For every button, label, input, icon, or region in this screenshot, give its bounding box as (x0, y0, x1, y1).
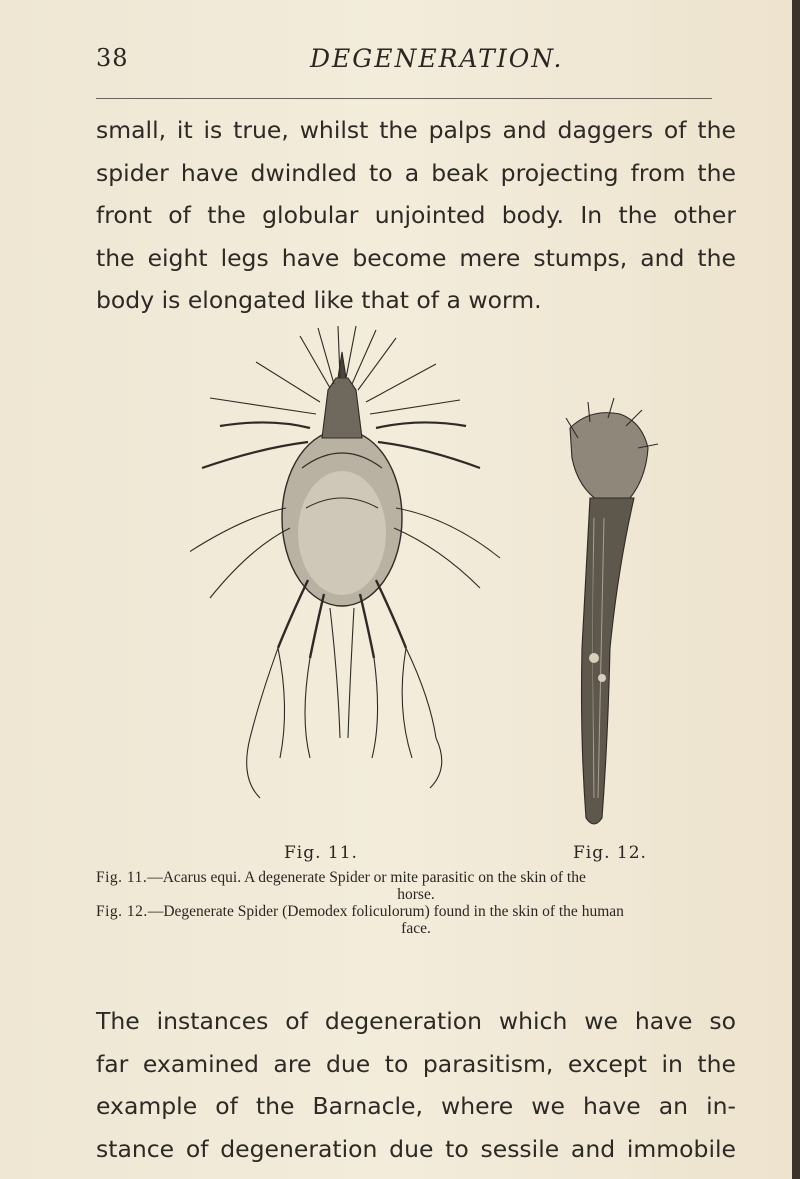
caption-fig12 (96, 903, 736, 937)
fig12-label: Fig. 12. (573, 843, 647, 863)
header-rule (96, 98, 712, 99)
paragraph-1-line: body is elongated like that of a worm. (96, 286, 542, 314)
figure-captions (96, 869, 736, 937)
paragraph-1-line: the eight legs have become mere stumps, and the (96, 243, 736, 272)
paragraph-2-line: stance of degeneration due to sessile and immobile (96, 1134, 736, 1163)
fig11-label: Fig. 11. (284, 843, 358, 863)
caption-fig11-label: Fig. 11. (96, 869, 148, 886)
caption-fig11-text-cont: horse. (397, 886, 435, 903)
running-title: DEGENERATION. (310, 44, 564, 73)
caption-fig12-text-cont: face. (401, 920, 431, 937)
paragraph-1-line: spider have dwindled to a beak projecting from the (96, 158, 736, 187)
fig11-acarus-illustration (190, 326, 500, 798)
paragraph-2 (96, 1000, 736, 1170)
paragraph-1-line: front of the globular unjointed body. In the other (96, 201, 736, 229)
paragraph-1-line: small, it is true, whilst the palps and daggers of the (96, 116, 736, 144)
page-edge (792, 0, 800, 1179)
page-header (96, 42, 716, 82)
fig12-demodex-illustration (566, 398, 658, 824)
paragraph-2-line: far examined are due to parasitism, except in the (96, 1049, 736, 1078)
figure-illustrations (190, 318, 670, 848)
paragraph-1 (96, 109, 736, 322)
page-number: 38 (96, 44, 129, 72)
caption-fig12-label: Fig. 12. (96, 903, 148, 920)
caption-fig11 (96, 869, 736, 903)
caption-fig11-text: —Acarus equi. A degenerate Spider or mite parasitic on the skin of the (147, 869, 586, 886)
paragraph-2-line: example of the Barnacle, where we have an in- (96, 1092, 736, 1120)
caption-fig12-text: —Degenerate Spider (Demodex foliculorum) found in the skin of the human (147, 903, 624, 920)
paragraph-2-line: The instances of degeneration which we have so (96, 1007, 736, 1035)
